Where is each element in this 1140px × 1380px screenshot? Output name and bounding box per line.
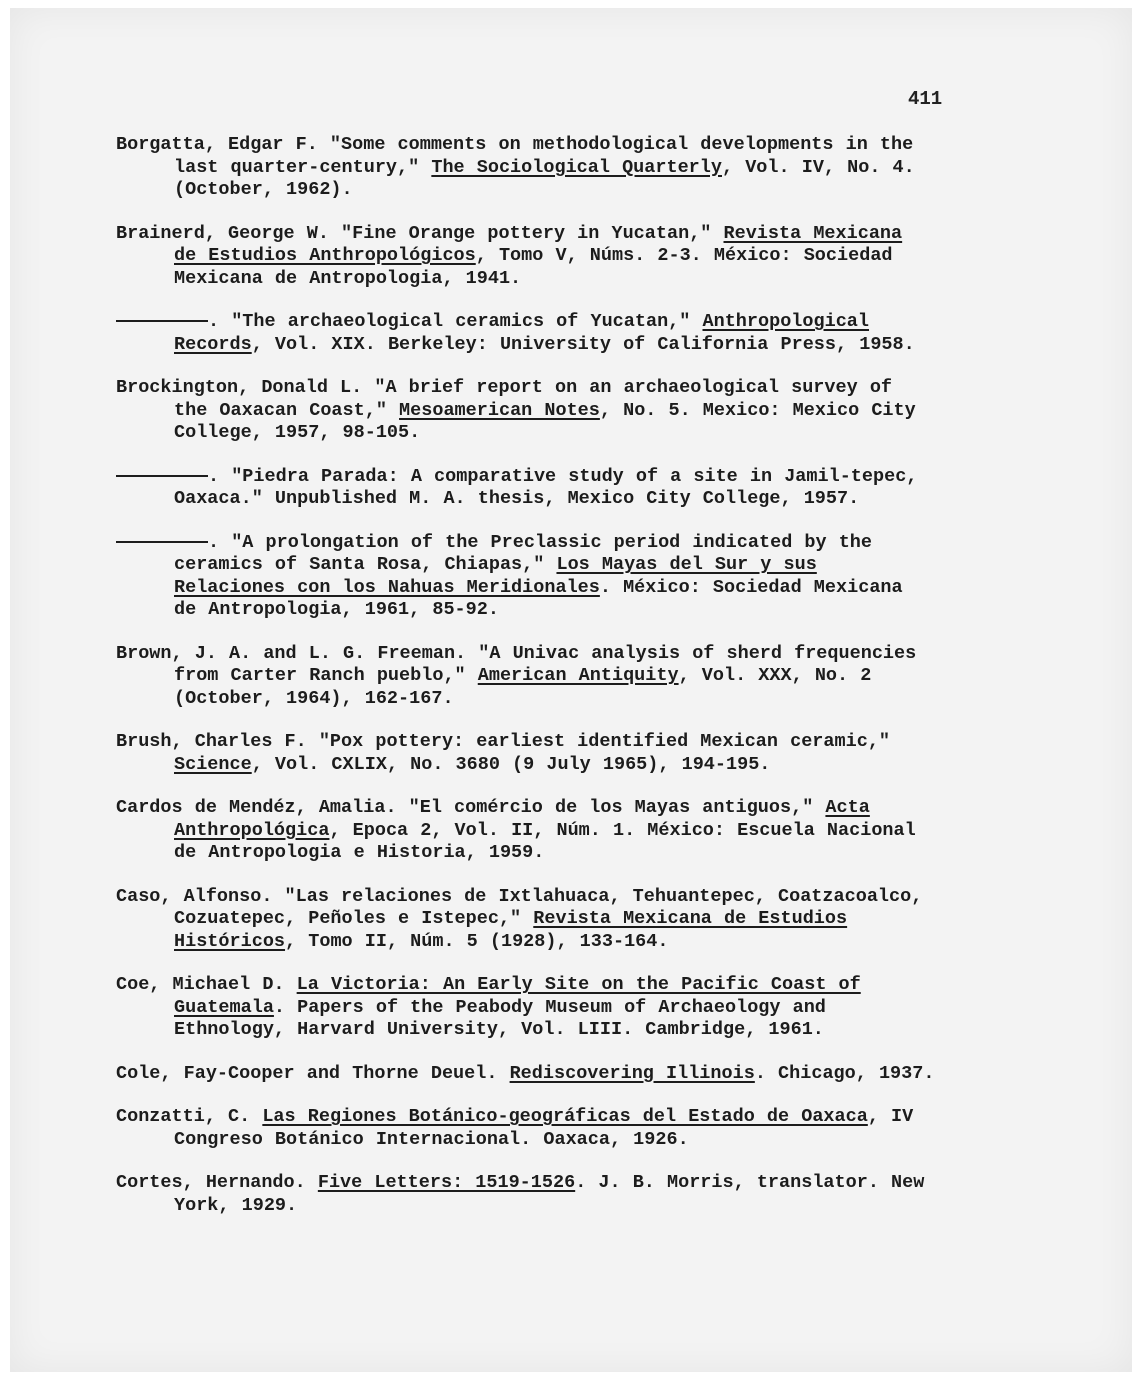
entry-text: Brainerd, George W. "Fine Orange pottery in Yucatan," [116,222,724,244]
bibliography-entry [116,1172,936,1217]
entry-title-underlined: Mesoamerican Notes [399,399,600,421]
page-number: 411 [908,88,943,110]
entry-text: Brush, Charles F. "Pox pottery: earliest identified Mexican ceramic," [116,731,891,752]
entry-text: , Tomo II, Núm. 5 (1928), 133-164. [285,930,669,952]
entry-text: . "The archaeological ceramics of Yucatan," [208,311,703,332]
entry-text: . "Piedra Parada: A comparative study of a site in Jamil-tepec, Oaxaca." Unpublished M. A. thesis, Mexico City College, 1957. [174,465,918,509]
ditto-author-rule [116,319,208,322]
entry-text: , Epoca 2, Vol. II, Núm. 1. México: Escuela Nacional de Antropologia e Historia, 1959. [174,819,916,863]
bibliography-entry [116,643,936,711]
entry-title-underlined: Rediscovering Illinois [509,1062,755,1084]
entry-text: , IV Congreso Botánico Internacional. Oaxaca, 1926. [174,1106,914,1150]
entry-text: , Tomo V, Núms. 2-3. México: Sociedad Mexicana de Antropologia, 1941. [174,245,893,289]
entry-title-underlined: The Sociological Quarterly [431,156,722,178]
entry-text: . Chicago, 1937. [754,1062,935,1084]
entry-title-underlined: American Antiquity [477,665,679,686]
bibliography-entry [116,731,936,776]
entry-title-underlined: Los Mayas del Sur y sus Relaciones con los Nahuas Meridionales [174,554,817,598]
entry-text: Brown, J. A. and L. G. Freeman. "A Univac analysis of sherd frequencies from Carter Ranch pueblo," [116,642,917,686]
entry-text: Coe, Michael D. [116,974,297,995]
entry-text: Caso, Alfonso. "Las relaciones de Ixtlahuaca, Tehuantepec, Coatzacoalco, Cozuatepec, Peñoles e Istepec," [116,885,923,929]
bibliography-list [116,134,936,1238]
bibliography-entry [116,134,936,202]
entry-text: , Vol. XIX. Berkeley: University of California Press, 1958. [251,333,915,355]
ditto-author-rule [116,540,208,543]
entry-title-underlined: Anthropological Records [174,311,870,355]
entry-text: . J. B. Morris, translator. New York, 1929. [174,1172,925,1216]
entry-text: Cardos de Mendéz, Amalia. "El comércio de los Mayas antiguos," [116,797,826,818]
entry-text: . México: Sociedad Mexicana de Antropologia, 1961, 85-92. [174,576,903,620]
entry-text: Cortes, Hernando. [116,1172,318,1193]
entry-title-underlined: Revista Mexicana de Estudios Históricos [174,908,848,952]
document-page [10,8,1132,1372]
bibliography-entry [116,377,936,445]
entry-text: . "A prolongation of the Preclassic period indicated by the ceramics of Santa Rosa, Chiapas," [174,531,873,575]
entry-text: , Vol. CXLIX, No. 3680 (9 July 1965), 194-195. [251,753,771,775]
bibliography-entry [116,886,936,954]
entry-text: , No. 5. Mexico: Mexico City College, 1957, 98-105. [174,399,916,443]
bibliography-entry [116,532,936,622]
ditto-author-rule [116,474,208,477]
entry-title-underlined: Five Letters: 1519-1526 [317,1172,576,1193]
bibliography-entry [116,797,936,865]
entry-text: Brockington, Donald L. "A brief report on an archaeological survey of the Oaxacan Coast," [116,377,893,421]
entry-text: Conzatti, C. [116,1106,263,1127]
entry-title-underlined: Las Regiones Botánico-geográficas del Estado de Oaxaca [262,1106,868,1127]
entry-text: , Vol. XXX, No. 2 (October, 1964), 162-167. [174,665,872,709]
entry-title-underlined: La Victoria: An Early Site on the Pacific Coast of Guatemala [174,974,861,1018]
bibliography-entry [116,1106,936,1151]
bibliography-entry [116,311,936,356]
entry-title-underlined: Acta Anthropológica [174,797,870,841]
entry-text: Borgatta, Edgar F. "Some comments on methodological developments in the last quarter-century," [116,134,914,178]
bibliography-entry [116,974,936,1042]
entry-text: , Vol. IV, No. 4. (October, 1962). [174,156,915,200]
entry-title-underlined: Science [174,753,252,775]
entry-title-underlined: Revista Mexicana de Estudios Anthropológicos [174,222,903,266]
bibliography-entry [116,1063,936,1086]
entry-text: . Papers of the Peabody Museum of Archaeology and Ethnology, Harvard University, Vol. LIII. Cambridge, 1961. [174,996,826,1040]
entry-text: Cole, Fay-Cooper and Thorne Deuel. [116,1062,510,1084]
bibliography-entry [116,223,936,291]
bibliography-entry [116,466,936,511]
